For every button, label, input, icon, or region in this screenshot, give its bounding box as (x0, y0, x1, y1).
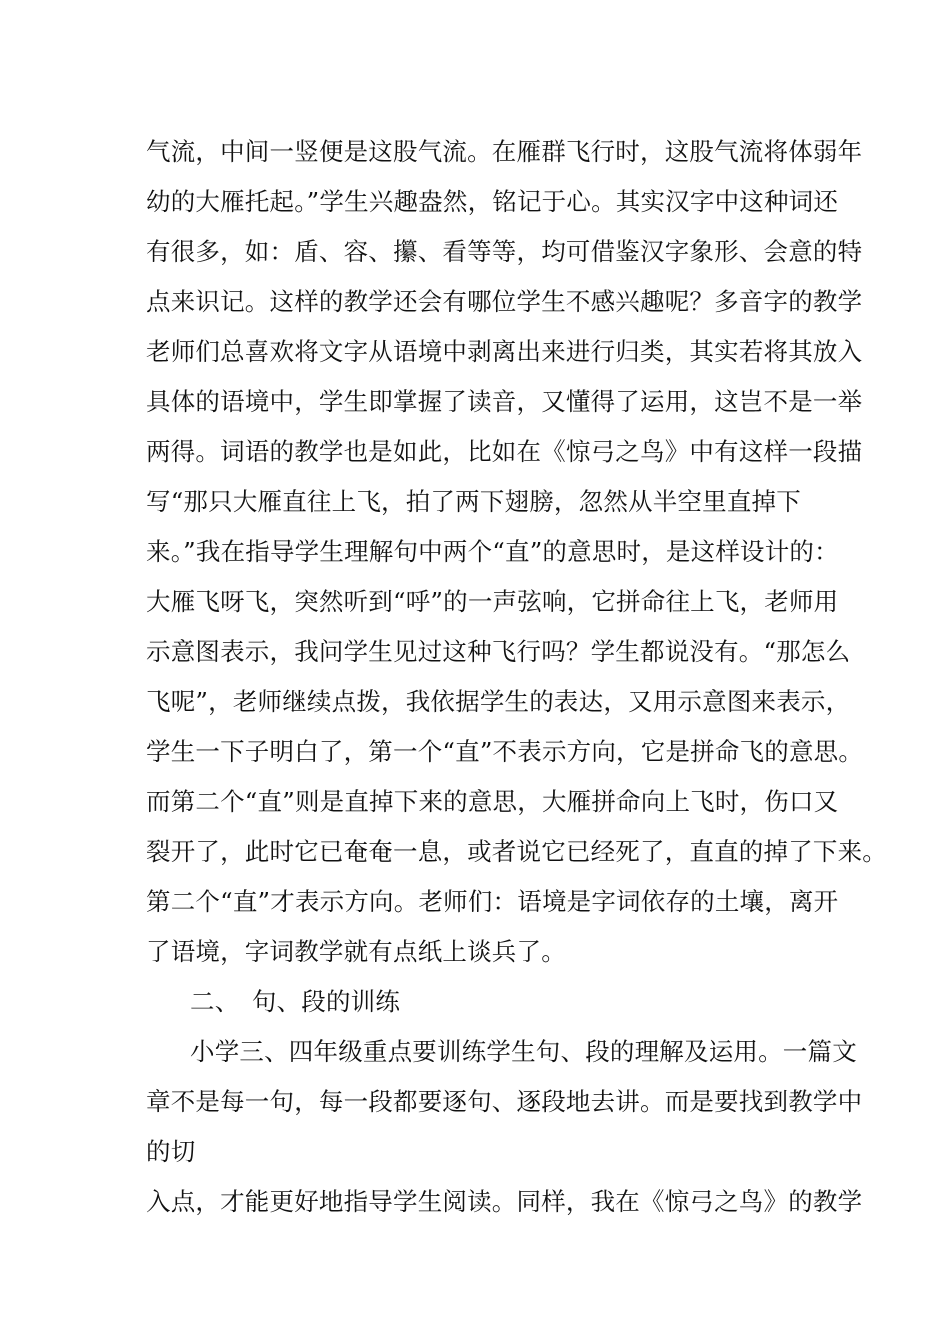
text-line: 具体的语境中，学生即掌握了读音，又懂得了运用，这岂不是一举 (146, 387, 863, 416)
text-line: 裂开了，此时它已奄奄一息，或者说它已经死了，直直的掉了下来。 (146, 837, 887, 866)
text-line: 气流，中间一竖便是这股气流。在雁群飞行时，这股气流将体弱年 (146, 137, 863, 166)
text-line: 示意图表示，我问学生见过这种飞行吗？学生都说没有。“那怎么 (146, 637, 851, 666)
paragraph-first-line: 小学三、四年级重点要训练学生句、段的理解及运用。一篇文 (190, 1037, 857, 1066)
text-line: 有很多，如：盾、容、攥、看等等，均可借鉴汉字象形、会意的特 (146, 237, 863, 266)
text-line: 了语境，字词教学就有点纸上谈兵了。 (146, 937, 566, 966)
text-line: 飞呢”，老师继续点拨，我依据学生的表达，又用示意图来表示， (146, 687, 851, 716)
text-line: 大雁飞呀飞，突然听到“呼”的一声弦响，它拼命往上飞，老师用 (146, 587, 839, 616)
text-line: 写“那只大雁直往上飞，拍了两下翅膀，忽然从半空里直掉下 (146, 487, 801, 516)
text-line: 来。”我在指导学生理解句中两个“直”的意思时，是这样设计的： (146, 537, 839, 566)
text-line: 点来识记。这样的教学还会有哪位学生不感兴趣呢？多音字的教学 (146, 287, 863, 316)
text-line: 章不是每一句，每一段都要逐句、逐段地去讲。而是要找到教学中 (146, 1087, 863, 1116)
text-line: 入点，才能更好地指导学生阅读。同样，我在《惊弓之鸟》的教学 (146, 1187, 863, 1216)
text-line: 第二个“直”才表示方向。老师们：语境是字词依存的土壤，离开 (146, 887, 839, 916)
section-heading: 二、 句、段的训练 (190, 987, 401, 1016)
text-line: 幼的大雁托起。”学生兴趣盎然，铭记于心。其实汉字中这种词还 (146, 187, 839, 216)
text-line: 老师们总喜欢将文字从语境中剥离出来进行归类，其实若将其放入 (146, 337, 863, 366)
text-line: 两得。词语的教学也是如此，比如在《惊弓之鸟》中有这样一段描 (146, 437, 863, 466)
text-line: 的切 (146, 1137, 196, 1166)
text-line: 而第二个“直”则是直掉下来的意思，大雁拼命向上飞时，伤口又 (146, 787, 839, 816)
text-line: 学生一下子明白了，第一个“直”不表示方向，它是拼命飞的意思。 (146, 737, 864, 766)
